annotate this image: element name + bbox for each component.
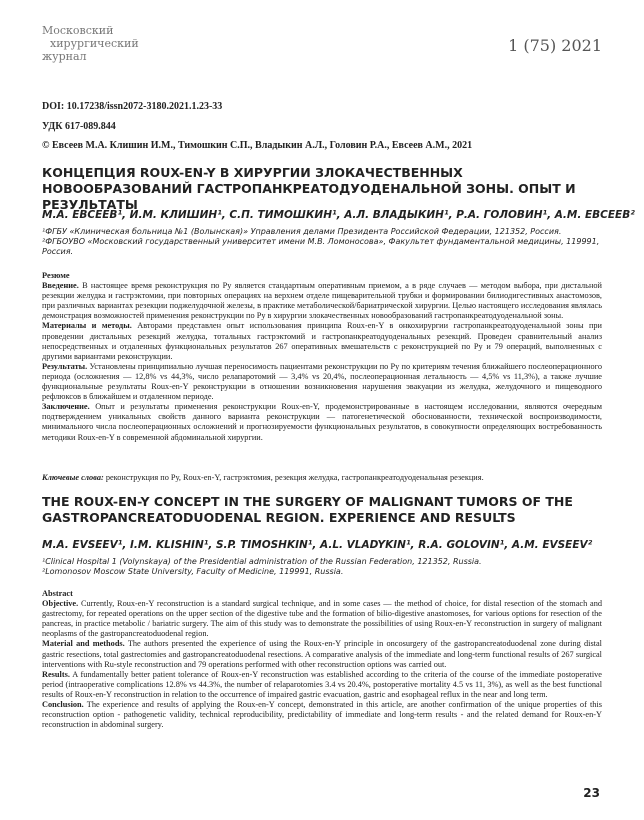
en-affiliation-2: ²Lomonosov Moscow State University, Faculty of Medicine, 119991, Russia.: [42, 567, 344, 576]
ru-methods-label: Материалы и методы.: [42, 321, 132, 331]
ru-keywords-label: Ключевые слова:: [42, 473, 104, 482]
ru-results-text: Установлены принципиально лучшая переносимость пациентами реконструкции по Ру по критериям течения ближайшего послеоперационного периода (осложнения — 12,8% vs 44,3%, число релапаротомий — 3,4% vs 20,4%, послеоперационная летальность — 4,5% vs 11,3%), а также лучшие функциональные результаты Roux-en-Y реконструкции в отношении возникновения нарушения эвакуации из желудка, желудочного и пищеводного рефлюксов в ближайшем и отдаленном периоде.: [42, 361, 603, 402]
en-results-text: A fundamentally better patient tolerance of Roux-en-Y reconstruction was established according to the criteria of the course of the immediate postoperative period (intraoperative complications 12.8% vs 44.3%, the number of relaparotomies 3.4 vs 20.4%, postoperative mortality 4.5 vs 11, 3%), as well as the best functional results of Roux-en-Y reconstruction in relation to the occurrence of impaired gastric evacuation, gastric and esophageal reflux in the near and long term.: [42, 669, 602, 699]
logo-line-1: Московский: [42, 24, 114, 37]
ru-conclusion-label: Заключение.: [42, 402, 90, 412]
en-affiliations: [42, 557, 607, 577]
ru-affiliations: [42, 227, 607, 257]
issue-number: 1 (75) 2021: [508, 36, 602, 55]
page-number: 23: [583, 786, 600, 800]
ru-keywords-text: реконструкция по Ру, Roux-en-Y, гастрэктомия, резекция желудка, гастропанкреатодуоденальная резекция.: [105, 473, 484, 482]
en-objective-text: Currently, Roux-en-Y reconstruction is a standard surgical technique, and in some cases — the method of choice, for distal resection of the stomach and gastrectomy, for repeated operations on the upper section of the digestive tube and the formation of bilio-digestive anastomoses, for various options for resection of the pancreas, in practice metabolic / bariatric surgery. The aim of this study was to demonstrate the possibilities of using Roux-en-Y reconstruction in surgery of malignant neoplasms of the gastropancreatoduodenal region.: [42, 599, 602, 639]
ru-affiliation-1: ¹ФГБУ «Клиническая больница №1 (Волынская)» Управления делами Президента Российской Федерации, 121352, Россия.: [42, 227, 562, 236]
en-title: THE ROUX-EN-Y CONCEPT IN THE SURGERY OF MALIGNANT TUMORS OF THE GASTROPANCREATODUODENAL REGION. EXPERIENCE AND RESULTS: [42, 494, 573, 525]
ru-intro-label: Введение.: [42, 281, 79, 291]
en-methods-text: The authors presented the experience of using the Roux-en-Y principle in oncosurgery of the gastropancreatoduodenal zone during distal gastric resections, total gastrectomies and gastropancreatoduodenal resections. A comparative analysis of the immediate and long-term functional results of 267 surgical interventions with Ru-style reconstruction and 79 operations performed with other reconstruction options was carried out.: [42, 639, 602, 669]
ru-methods-text: Авторами представлен опыт использования принципа Roux-en-Y в онкохирургии гастропанкреатодуоденальной зоны при проведении дистальных резекций желудка, тотальных гастрэктомий и гастропанкреатодуоденальных резекций. Проведен сравнительный анализ непосредственных и отдаленных функциональных результатов 267 оперативных вмешательств с реконструкцией по Ру и 79 операций, выполненных с другими вариантами реконструкции.: [42, 321, 602, 361]
ru-affiliation-2: ²ФГБОУВО «Московский государственный университет имени М.В. Ломоносова», Факультет фундаментальной медицины, 119991, Россия.: [42, 237, 600, 256]
logo-line-2: хирургический: [50, 37, 139, 50]
en-objective-label: Objective.: [42, 599, 79, 609]
en-authors: M.A. EVSEEV¹, I.M. KLISHIN¹, S.P. TIMOSHKIN¹, A.L. VLADYKIN¹, R.A. GOLOVIN¹, A.M. EVSEEV²: [42, 539, 593, 551]
journal-logo: [42, 24, 192, 70]
ru-intro-text: В настоящее время реконструкция по Ру является стандартным оперативным приемом, а в ряде случаев — методом выбора, при дистальной резекции желудка и гастрэктомии, при повторных операциях на верхнем отделе пищеварительной трубки и формировании билиодигестивных анастомозов, при различных вариантах резекции поджелудочной железы, в практике метаболической/бариатрической хирургии. Целью настоящего исследования являлась демонстрация возможностей применения реконструкции по Ру в хирургии злокачественных новообразований гастропанкреатодуоденальной зоны.: [42, 281, 602, 321]
ru-conclusion-text: Опыт и результаты применения реконструкции Roux-en-Y, продемонстрированные в настоящем исследовании, являются очередным подтверждением уникальных свойств данного варианта реконструкции — патогенетической обоснованности, технической воспроизводимости, минимального числа послеоперационных осложнений и прогнозируемости функциональных результатов, в совокупности определяющих востребованность методики Roux-en-Y в современной абдоминальной хирургии.: [42, 402, 602, 442]
en-results-label: Results.: [42, 669, 70, 679]
ru-abstract: [42, 271, 602, 443]
ru-results-label: Результаты.: [42, 361, 88, 371]
en-abstract-heading: Abstract: [42, 589, 73, 598]
en-affiliation-1: ¹Clinical Hospital 1 (Volynskaya) of the Presidential administration of the Russian Federation, 121352, Russia.: [42, 557, 482, 566]
ru-abstract-heading: Резюме: [42, 271, 70, 280]
en-methods-label: Material and methods.: [42, 639, 125, 649]
en-abstract: [42, 589, 602, 730]
ru-keywords: [42, 473, 602, 482]
ru-authors: М.А. ЕВСЕЕВ¹, И.М. КЛИШИН¹, С.П. ТИМОШКИН¹, А.Л. ВЛАДЫКИН¹, Р.А. ГОЛОВИН¹, А.М. ЕВСЕЕВ²: [42, 209, 635, 221]
udc: УДК 617-089.844: [42, 121, 116, 132]
en-conclusion-text: The experience and results of applying the Roux-en-Y concept, demonstrated in this article, are another confirmation of the unique properties of this reconstruction option - pathogenetic validity, technical reproducibility, predictability of immediate and long-term results - and the related demand for Roux-en-Y reconstruction in abdominal surgery.: [42, 700, 602, 730]
doi[interactable]: DOI: 10.17238/issn2072-3180.2021.1.23-33: [42, 101, 223, 112]
ru-title: КОНЦЕПЦИЯ ROUX-EN-Y В ХИРУРГИИ ЗЛОКАЧЕСТВЕННЫХ НОВООБРАЗОВАНИЙ ГАСТРОПАНКРЕАТОДУОДЕНАЛЬНОЙ ЗОНЫ. ОПЫТ И РЕЗУЛЬТАТЫ: [42, 165, 576, 212]
logo-line-3: журнал: [42, 50, 87, 63]
copyright: © Евсеев М.А. Клишин И.М., Тимошкин С.П., Владыкин А.Л., Головин Р.А., Евсеев А.М., 2021: [42, 140, 473, 151]
en-conclusion-label: Conclusion.: [42, 700, 84, 710]
